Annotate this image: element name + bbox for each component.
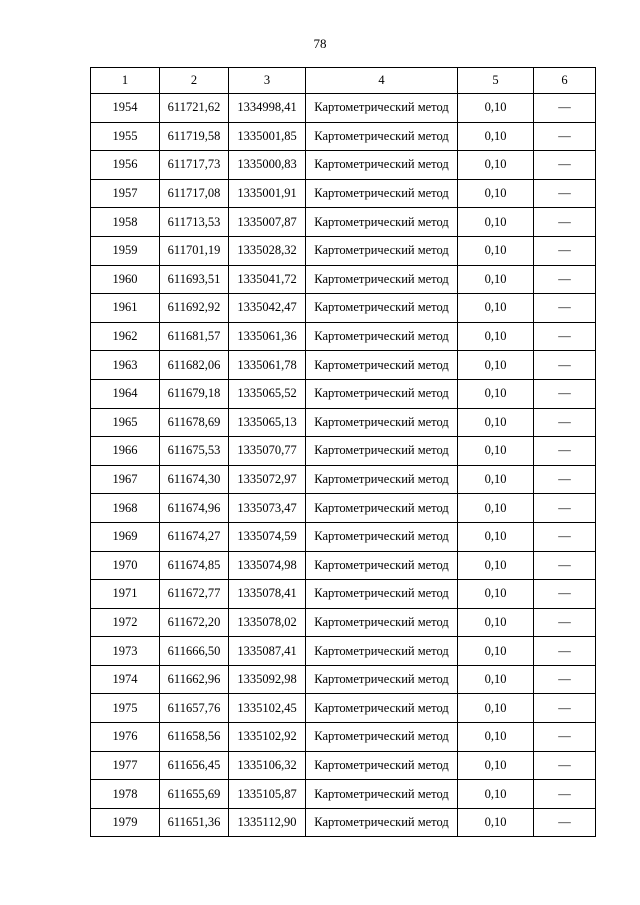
column-header: 4 <box>306 68 458 94</box>
table-row <box>91 94 596 123</box>
table-cell: Картометрический метод <box>306 694 458 723</box>
table-cell: 611713,53 <box>160 208 229 237</box>
table-cell: 0,10 <box>458 437 534 466</box>
table-cell: 0,10 <box>458 179 534 208</box>
table-cell: — <box>534 551 596 580</box>
table-cell: 0,10 <box>458 408 534 437</box>
table-cell: 611692,92 <box>160 294 229 323</box>
table-cell: 1976 <box>91 723 160 752</box>
table-row <box>91 665 596 694</box>
table-cell: 611651,36 <box>160 808 229 837</box>
table-cell: 0,10 <box>458 808 534 837</box>
table-row <box>91 780 596 809</box>
column-header: 2 <box>160 68 229 94</box>
table-cell: 0,10 <box>458 522 534 551</box>
table-cell: 0,10 <box>458 694 534 723</box>
table-cell: 0,10 <box>458 94 534 123</box>
table-cell: 1335072,97 <box>229 465 306 494</box>
table-cell: — <box>534 751 596 780</box>
table-cell: 1960 <box>91 265 160 294</box>
table-cell: 1969 <box>91 522 160 551</box>
table-cell: 1335000,83 <box>229 151 306 180</box>
table-cell: 611717,73 <box>160 151 229 180</box>
table-cell: 611675,53 <box>160 437 229 466</box>
table-cell: 0,10 <box>458 751 534 780</box>
table-row <box>91 265 596 294</box>
table-cell: 1978 <box>91 780 160 809</box>
table-row <box>91 179 596 208</box>
table-cell: Картометрический метод <box>306 465 458 494</box>
table-row <box>91 637 596 666</box>
table-cell: 611721,62 <box>160 94 229 123</box>
table-cell: 1974 <box>91 665 160 694</box>
table-cell: Картометрический метод <box>306 122 458 151</box>
table-cell: 1955 <box>91 122 160 151</box>
table-cell: 1335102,92 <box>229 723 306 752</box>
table-cell: 1968 <box>91 494 160 523</box>
table-row <box>91 322 596 351</box>
table-cell: 0,10 <box>458 379 534 408</box>
table-row <box>91 122 596 151</box>
table-cell: 1975 <box>91 694 160 723</box>
table-cell: 1979 <box>91 808 160 837</box>
table-cell: 1335112,90 <box>229 808 306 837</box>
table-cell: — <box>534 322 596 351</box>
table-row <box>91 351 596 380</box>
table-cell: 1971 <box>91 580 160 609</box>
table-cell: 611662,96 <box>160 665 229 694</box>
table-cell: 1335070,77 <box>229 437 306 466</box>
table-cell: 611657,76 <box>160 694 229 723</box>
table-cell: Картометрический метод <box>306 379 458 408</box>
table-cell: 1335078,02 <box>229 608 306 637</box>
coordinates-table <box>90 67 596 837</box>
table-cell: — <box>534 151 596 180</box>
table-cell: 1335106,32 <box>229 751 306 780</box>
table-cell: 611672,77 <box>160 580 229 609</box>
table-cell: 611717,08 <box>160 179 229 208</box>
table-cell: Картометрический метод <box>306 551 458 580</box>
table-cell: Картометрический метод <box>306 408 458 437</box>
table-cell: — <box>534 723 596 752</box>
table-cell: — <box>534 694 596 723</box>
table-cell: Картометрический метод <box>306 780 458 809</box>
table-cell: 1964 <box>91 379 160 408</box>
table-cell: 1966 <box>91 437 160 466</box>
table-cell: Картометрический метод <box>306 808 458 837</box>
table-cell: 0,10 <box>458 551 534 580</box>
table-cell: — <box>534 94 596 123</box>
table-cell: 1335087,41 <box>229 637 306 666</box>
table-row <box>91 494 596 523</box>
table-cell: 611679,18 <box>160 379 229 408</box>
table-cell: 1954 <box>91 94 160 123</box>
table-cell: 1335001,91 <box>229 179 306 208</box>
column-header: 1 <box>91 68 160 94</box>
table-cell: — <box>534 179 596 208</box>
table-cell: 0,10 <box>458 608 534 637</box>
table-cell: Картометрический метод <box>306 665 458 694</box>
table-header-row <box>91 68 596 94</box>
table-cell: Картометрический метод <box>306 236 458 265</box>
table-cell: 0,10 <box>458 723 534 752</box>
table-cell: Картометрический метод <box>306 94 458 123</box>
table-cell: 1962 <box>91 322 160 351</box>
table-cell: 1972 <box>91 608 160 637</box>
table-row <box>91 608 596 637</box>
table-cell: 1965 <box>91 408 160 437</box>
table-row <box>91 580 596 609</box>
table-cell: 0,10 <box>458 465 534 494</box>
table-body <box>91 94 596 837</box>
table-cell: Картометрический метод <box>306 580 458 609</box>
table-cell: 611681,57 <box>160 322 229 351</box>
table-cell: 1958 <box>91 208 160 237</box>
table-cell: 611682,06 <box>160 351 229 380</box>
table-cell: Картометрический метод <box>306 437 458 466</box>
table-cell: — <box>534 351 596 380</box>
table-cell: 1957 <box>91 179 160 208</box>
column-header: 5 <box>458 68 534 94</box>
table-cell: 1335074,59 <box>229 522 306 551</box>
table-cell: Картометрический метод <box>306 208 458 237</box>
table-row <box>91 551 596 580</box>
table-cell: 1335105,87 <box>229 780 306 809</box>
table-cell: 1956 <box>91 151 160 180</box>
table-cell: 611674,27 <box>160 522 229 551</box>
table-cell: 0,10 <box>458 780 534 809</box>
table-row <box>91 379 596 408</box>
table-cell: 1335061,78 <box>229 351 306 380</box>
table-cell: 611655,69 <box>160 780 229 809</box>
table-row <box>91 151 596 180</box>
table-cell: 1335041,72 <box>229 265 306 294</box>
table-cell: 1970 <box>91 551 160 580</box>
table-row <box>91 808 596 837</box>
table-cell: 611674,96 <box>160 494 229 523</box>
page-number: 78 <box>313 36 327 51</box>
table-cell: 0,10 <box>458 494 534 523</box>
table-cell: 611666,50 <box>160 637 229 666</box>
table-cell: 0,10 <box>458 351 534 380</box>
table-cell: 611719,58 <box>160 122 229 151</box>
table-cell: — <box>534 580 596 609</box>
table-cell: 0,10 <box>458 294 534 323</box>
table-cell: 611678,69 <box>160 408 229 437</box>
table-cell: 611656,45 <box>160 751 229 780</box>
column-header: 3 <box>229 68 306 94</box>
table-cell: — <box>534 665 596 694</box>
table-row <box>91 236 596 265</box>
table-cell: — <box>534 780 596 809</box>
table-cell: 1335028,32 <box>229 236 306 265</box>
table-cell: 1335078,41 <box>229 580 306 609</box>
table-cell: 1335065,13 <box>229 408 306 437</box>
table-row <box>91 694 596 723</box>
table-cell: 1973 <box>91 637 160 666</box>
table-cell: — <box>534 122 596 151</box>
table-row <box>91 208 596 237</box>
table-cell: — <box>534 294 596 323</box>
table-cell: — <box>534 637 596 666</box>
table-cell: Картометрический метод <box>306 723 458 752</box>
table-cell: 1335001,85 <box>229 122 306 151</box>
table-cell: Картометрический метод <box>306 522 458 551</box>
table-cell: — <box>534 437 596 466</box>
table-cell: Картометрический метод <box>306 265 458 294</box>
table-cell: Картометрический метод <box>306 151 458 180</box>
table-cell: Картометрический метод <box>306 179 458 208</box>
table-cell: 0,10 <box>458 665 534 694</box>
table-cell: — <box>534 265 596 294</box>
column-header: 6 <box>534 68 596 94</box>
table-cell: — <box>534 408 596 437</box>
table-cell: 1334998,41 <box>229 94 306 123</box>
table-row <box>91 751 596 780</box>
table-cell: Картометрический метод <box>306 351 458 380</box>
table-cell: Картометрический метод <box>306 637 458 666</box>
table-cell: 1335061,36 <box>229 322 306 351</box>
table-cell: 0,10 <box>458 122 534 151</box>
table-cell: 1967 <box>91 465 160 494</box>
table-cell: — <box>534 522 596 551</box>
table-cell: 0,10 <box>458 236 534 265</box>
table-cell: 0,10 <box>458 265 534 294</box>
table-cell: 1977 <box>91 751 160 780</box>
table-cell: 611693,51 <box>160 265 229 294</box>
table-cell: 1335092,98 <box>229 665 306 694</box>
table-cell: Картометрический метод <box>306 294 458 323</box>
table-cell: — <box>534 208 596 237</box>
table-cell: 611658,56 <box>160 723 229 752</box>
table-cell: Картометрический метод <box>306 751 458 780</box>
table-cell: Картометрический метод <box>306 322 458 351</box>
table-cell: 0,10 <box>458 637 534 666</box>
table-cell: — <box>534 608 596 637</box>
table-cell: — <box>534 494 596 523</box>
table-row <box>91 408 596 437</box>
table-cell: — <box>534 808 596 837</box>
table-cell: — <box>534 379 596 408</box>
table-cell: 611674,30 <box>160 465 229 494</box>
table-cell: 1335074,98 <box>229 551 306 580</box>
table-cell: 1335102,45 <box>229 694 306 723</box>
table-cell: Картометрический метод <box>306 494 458 523</box>
table-cell: 0,10 <box>458 151 534 180</box>
table-cell: 611672,20 <box>160 608 229 637</box>
table-cell: 1963 <box>91 351 160 380</box>
table-cell: 611674,85 <box>160 551 229 580</box>
table-cell: — <box>534 465 596 494</box>
table-cell: 1961 <box>91 294 160 323</box>
table-cell: Картометрический метод <box>306 608 458 637</box>
table-cell: — <box>534 236 596 265</box>
table-cell: 1335007,87 <box>229 208 306 237</box>
table-row <box>91 465 596 494</box>
table-row <box>91 437 596 466</box>
table-cell: 0,10 <box>458 322 534 351</box>
table-cell: 0,10 <box>458 208 534 237</box>
table-cell: 1335073,47 <box>229 494 306 523</box>
table-row <box>91 522 596 551</box>
table-cell: 0,10 <box>458 580 534 609</box>
table-cell: 1959 <box>91 236 160 265</box>
table-cell: 1335065,52 <box>229 379 306 408</box>
table-row <box>91 723 596 752</box>
table-cell: 1335042,47 <box>229 294 306 323</box>
table-cell: 611701,19 <box>160 236 229 265</box>
table-row <box>91 294 596 323</box>
